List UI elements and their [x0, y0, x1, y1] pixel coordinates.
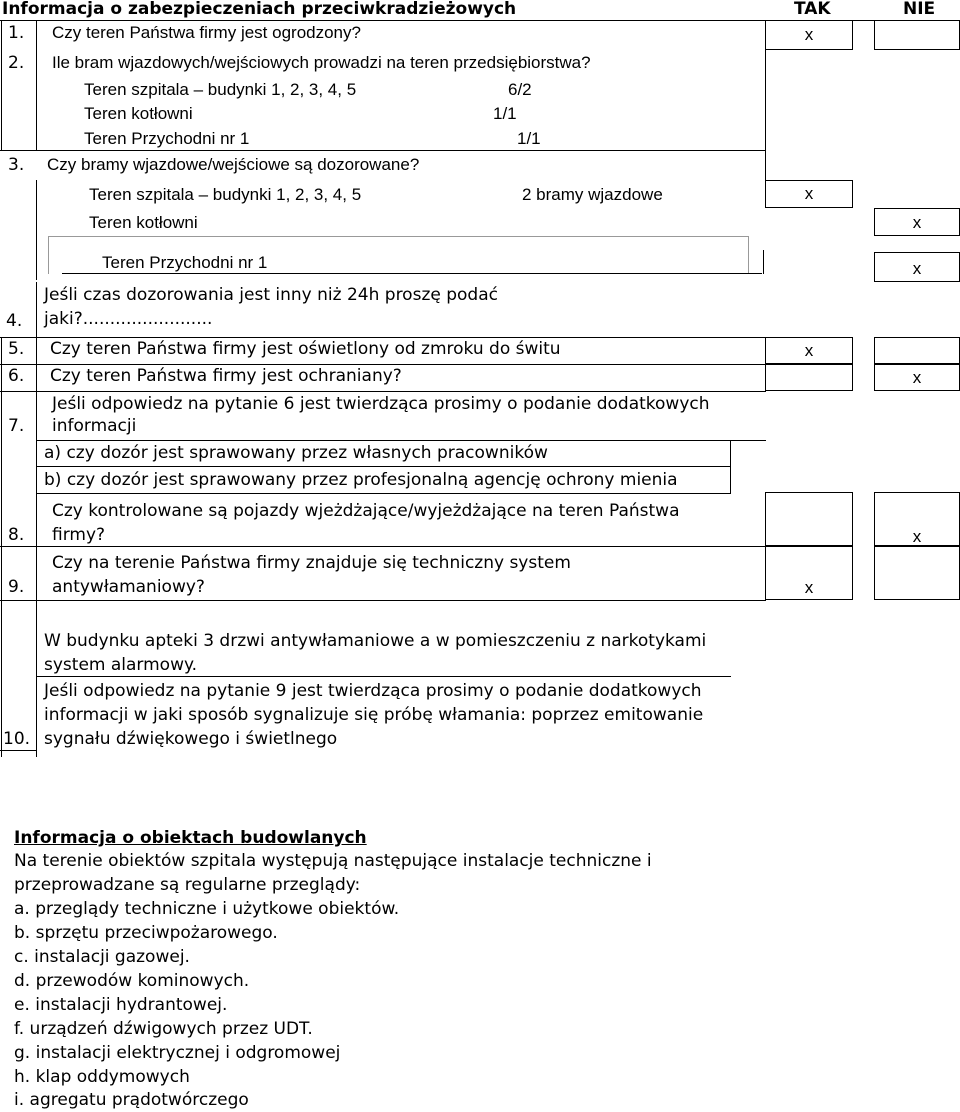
question-number: 10.	[3, 729, 31, 749]
question-text: sygnału dźwiękowego i świetlnego	[44, 729, 338, 749]
question-number: 8.	[8, 525, 25, 545]
answer-mark: x	[912, 368, 922, 387]
section-title-security: Informacja o zabezpieczeniach przeciwkradzieżowych	[2, 0, 517, 19]
question-text: jaki?........................	[44, 309, 213, 329]
paragraph: przeprowadzane są regularne przeglądy:	[14, 875, 361, 895]
column-header-tak: TAK	[794, 0, 831, 19]
grid-line	[0, 150, 766, 151]
question-text: Czy bramy wjazdowe/wejściowe są dozorowane?	[47, 155, 420, 174]
answer-mark: x	[804, 25, 814, 44]
column-header-nie: NIE	[903, 0, 936, 19]
grid-line	[748, 236, 749, 274]
area-label: Teren Przychodni nr 1	[84, 129, 250, 148]
area-label: Teren Przychodni nr 1	[102, 253, 268, 272]
grid-line	[0, 546, 766, 547]
question-number: 1.	[8, 23, 25, 43]
answer-note: system alarmowy.	[44, 655, 198, 675]
grid-line	[0, 750, 37, 751]
area-label: Teren kotłowni	[89, 213, 198, 232]
answer-box-q8-tak[interactable]	[765, 492, 853, 546]
question-text: Jeśli czas dozorowania jest inny niż 24h proszę podać	[44, 285, 498, 305]
sub-question-b: b) czy dozór jest sprawowany przez profesjonalną agencję ochrony mienia	[44, 470, 678, 490]
list-item: f. urządzeń dźwigowych przez UDT.	[14, 1019, 313, 1039]
list-item: e. instalacji hydrantowej.	[14, 995, 228, 1015]
grid-line	[763, 250, 764, 274]
section-title-buildings: Informacja o obiektach budowlanych	[14, 828, 367, 848]
area-value: 6/2	[508, 80, 532, 99]
grid-line	[36, 20, 37, 150]
answer-note: W budynku apteki 3 drzwi antywłamaniowe a w pomieszczeniu z narkotykami	[44, 631, 707, 651]
list-item: h. klap oddymowych	[14, 1067, 190, 1087]
question-text: Czy teren Państwa firmy jest ogrodzony?	[52, 23, 361, 42]
area-label: Teren szpitala – budynki 1, 2, 3, 4, 5	[84, 80, 357, 99]
grid-line	[0, 600, 766, 601]
question-text: Jeśli odpowiedz na pytanie 6 jest twierdząca prosimy o podanie dodatkowych	[52, 394, 710, 414]
grid-line	[36, 282, 37, 338]
answer-box-q1-nie[interactable]	[874, 20, 960, 50]
answer-box-q9-nie[interactable]	[874, 546, 960, 600]
question-number: 5.	[8, 339, 25, 359]
area-label: Teren szpitala – budynki 1, 2, 3, 4, 5	[89, 185, 362, 204]
answer-mark: x	[912, 259, 922, 278]
grid-line	[36, 440, 766, 441]
question-number: 6.	[8, 366, 25, 386]
question-number: 4.	[6, 311, 23, 331]
question-text: firmy?	[52, 525, 106, 545]
question-text: Czy teren Państwa firmy jest oświetlony od zmroku do świtu	[50, 339, 561, 359]
answer-mark: x	[912, 213, 922, 232]
grid-line	[36, 493, 731, 494]
list-item: b. sprzętu przeciwpożarowego.	[14, 923, 278, 943]
area-value: 1/1	[517, 129, 541, 148]
question-number: 7.	[8, 416, 25, 436]
grid-line	[36, 466, 731, 467]
question-text: antywłamaniowy?	[52, 577, 205, 597]
answer-mark: x	[804, 578, 814, 597]
grid-line	[36, 337, 37, 757]
question-number: 9.	[8, 577, 25, 597]
list-item: c. instalacji gazowej.	[14, 947, 190, 967]
grid-line	[36, 180, 37, 280]
area-value: 2 bramy wjazdowe	[522, 185, 663, 204]
answer-box-q5-nie[interactable]	[874, 337, 960, 364]
question-text: informacji w jaki sposób sygnalizuje się próbę włamania: poprzez emitowanie	[44, 705, 704, 725]
answer-mark: x	[804, 184, 814, 203]
grid-line	[730, 440, 731, 494]
answer-mark: x	[912, 527, 922, 546]
question-text: Czy na terenie Państwa firmy znajduje się techniczny system	[52, 553, 571, 573]
question-text: informacji	[52, 416, 137, 436]
grid-line	[36, 676, 731, 677]
paragraph: Na terenie obiektów szpitala występują następujące instalacje techniczne i	[14, 851, 652, 871]
answer-box-q6-tak[interactable]	[765, 364, 853, 391]
question-text: Czy teren Państwa firmy jest ochraniany?	[50, 366, 402, 386]
grid-line	[48, 236, 748, 237]
list-item: d. przewodów kominowych.	[14, 971, 250, 991]
area-label: Teren kotłowni	[84, 104, 193, 123]
grid-line	[0, 391, 766, 392]
sub-question-a: a) czy dozór jest sprawowany przez własnych pracowników	[44, 443, 548, 463]
grid-line	[1, 337, 2, 757]
list-item: g. instalacji elektrycznej i odgromowej	[14, 1043, 341, 1063]
area-value: 1/1	[493, 104, 517, 123]
question-text: Jeśli odpowiedz na pytanie 9 jest twierdząca prosimy o podanie dodatkowych	[44, 681, 702, 701]
grid-line	[1, 20, 2, 150]
question-text: Czy kontrolowane są pojazdy wjeżdżające/wyjeżdżające na teren Państwa	[52, 501, 680, 521]
question-number: 3.	[8, 155, 25, 175]
grid-line	[48, 236, 49, 274]
question-number: 2.	[8, 53, 25, 73]
list-item: i. agregatu prądotwórczego	[14, 1090, 249, 1110]
answer-mark: x	[804, 341, 814, 360]
question-text: Ile bram wjazdowych/wejściowych prowadzi na teren przedsiębiorstwa?	[52, 53, 591, 72]
list-item: a. przeglądy techniczne i użytkowe obiektów.	[14, 899, 400, 919]
